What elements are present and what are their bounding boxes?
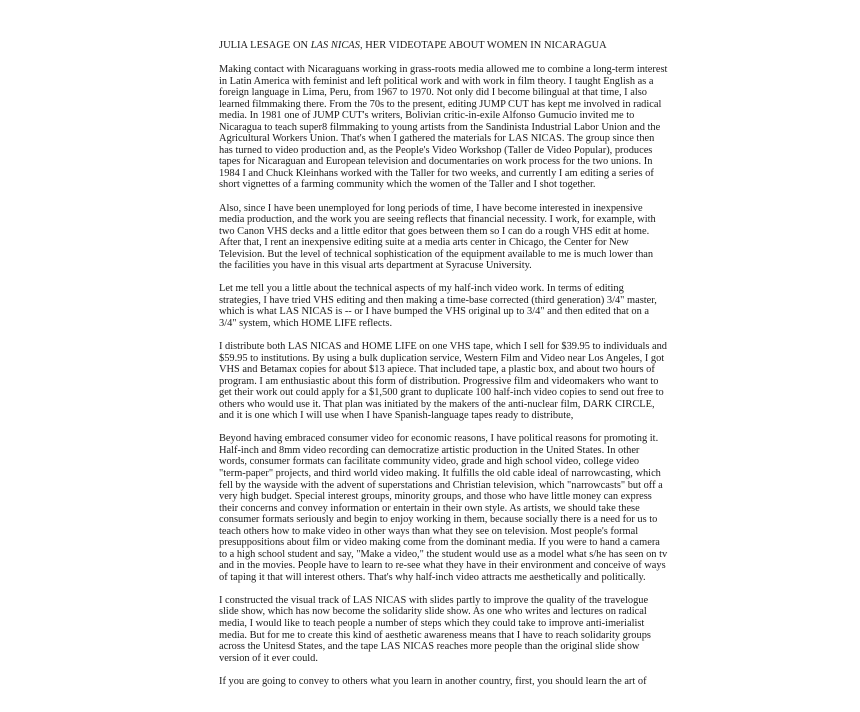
text-line: media. But for me to create this kind of aesthetic awareness means that I have to reach solidarity groups xyxy=(219,629,651,641)
text-line: Nicaragua to teach super8 filmmaking to young artists from the Sandinista Industrial Labor Union and the xyxy=(219,121,661,133)
paragraph xyxy=(219,594,651,664)
text-line: 1984 I and Chuck Kleinhans worked with the Taller for two weeks, and currently I am editing a series of xyxy=(219,167,654,179)
title-prefix: JULIA LESAGE ON xyxy=(219,40,311,51)
text-line: slide show, which has now become the solidarity slide show. As one who writes and lectures on radical xyxy=(219,606,647,618)
text-line: media. In 1981 one of JUMP CUT's writers, Bolivian critic-in-exile Alfonso Gumucio invited me to xyxy=(219,110,635,122)
text-line: Agricultural Workers Union. That's when I gathered the materials for LAS NICAS. The group since then xyxy=(219,133,655,145)
text-line: After that, I rent an inexpensive editing suite at a media arts center in Chicago, the Center for New xyxy=(219,237,629,249)
text-line: two Canon VHS decks and a little editor that goes between them so I can do a rough VHS edit at home. xyxy=(219,225,650,237)
text-line: others who would use it. That plan was initiated by the makers of the anti-nuclear film, DARK CIRCLE, xyxy=(219,398,655,410)
paragraph xyxy=(219,202,656,272)
paragraph xyxy=(219,675,647,688)
text-line: version of it ever could. xyxy=(219,652,318,664)
text-line: media, I would like to teach people a number of steps which they could take to improve anti-imerialist xyxy=(219,618,645,630)
text-line: their concerns and convey information or entertain in their own style. As artists, we should take these xyxy=(219,502,640,514)
text-line: which is what LAS NICAS is -- or I have bumped the VHS original up to 3/4" and then edited that on a xyxy=(219,306,649,318)
text-line: I distribute both LAS NICAS and HOME LIFE on one VHS tape, which I sell for $39.95 to individuals and xyxy=(219,340,668,352)
text-line: Television. But the level of technical sophistication of the equipment available to me is much lower than xyxy=(219,248,654,260)
text-line: in Latin America with feminist and left political work and with work in film theory. I taught English as a xyxy=(219,75,654,87)
text-line: and it is one which I will use when I have Spanish-language tapes ready to distribute, xyxy=(219,410,574,422)
text-line: I constructed the visual track of LAS NICAS with slides partly to improve the quality of the travelogue xyxy=(219,594,649,606)
paragraph xyxy=(219,64,668,191)
paragraph xyxy=(219,340,668,422)
text-line: across the Unitesd States, and the tape LAS NICAS reaches more people than the original slide show xyxy=(219,641,640,653)
text-line: the facilities you have in this visual arts department at Syracuse University. xyxy=(219,260,532,272)
document-body xyxy=(219,64,668,687)
text-line: If you are going to convey to others what you learn in another country, first, you should learn the art of xyxy=(219,675,647,687)
text-line: to a high school student and say, "Make a video," the student would use as a model what s/he has seen on tv xyxy=(219,548,668,560)
text-line: foreign language in Lima, Peru, from 1967 to 1970. Not only did I become bilingual at that time, I also xyxy=(219,87,647,99)
text-line: fell by the wayside with the advent of superstations and Christian television, which "narrowcasts" but off a xyxy=(219,479,663,491)
text-line: learned filmmaking there. From the 70s to the present, editing JUMP CUT has kept me involved in radical xyxy=(219,98,662,110)
document-title xyxy=(219,40,644,52)
text-line: get their work out could apply for a $1,500 grant to duplicate 100 half-inch video copies to send out free to xyxy=(219,387,664,399)
text-line: "term-paper" projects, and third world video making. It fulfills the old cable ideal of narrowcasting, which xyxy=(219,467,661,479)
text-line: tapes for Nicaraguan and European television and documentaries on work process for the two unions. In xyxy=(219,156,653,168)
text-line: teach others how to make video in other ways than what they see on television. Most people's formal xyxy=(219,525,639,537)
text-line: and in the movies. People have to learn to re-see what they have in their environment and conceive of ways xyxy=(219,560,666,572)
text-line: Also, since I have been unemployed for long periods of time, I have become interested in inexpensive xyxy=(219,202,643,214)
text-line: program. I am enthusiastic about this form of distribution. Progressive film and videomakers who want to xyxy=(219,375,659,387)
text-line: has turned to video production and, as the People's Video Workshop (Taller de Video Popular), produces xyxy=(219,144,653,156)
text-line: Making contact with Nicaraguans working in grass-roots media allowed me to combine a long-term interest xyxy=(219,64,668,75)
text-line: presuppositions about film or video making come from the dominant media. If you were to hand a camera xyxy=(219,537,660,549)
text-line: consumer formats seriously and begin to enjoy working in them, because socially there is a need for us to xyxy=(219,514,658,526)
paragraph xyxy=(219,433,668,583)
text-line: Half-inch and 8mm video recording can democratize artistic production in the United States. In other xyxy=(219,444,640,456)
text-line: short vignettes of a farming community which the women of the Taller and I shot together. xyxy=(219,179,596,191)
text-line: VHS and Betamax copies for about $13 apiece. That included tape, a plastic box, and about two hours of xyxy=(219,364,655,376)
text-line: strategies, I have tried VHS editing and then making a time-base corrected (third generation) 3/4" master, xyxy=(219,294,657,306)
title-suffix: , HER VIDEOTAPE ABOUT WOMEN IN NICARAGUA xyxy=(359,40,607,51)
text-line: Beyond having embraced consumer video for economic reasons, I have political reasons for promoting it. xyxy=(219,433,659,445)
paragraph xyxy=(219,283,657,329)
text-line: of taping it that will interest others. That's why half-inch video attracts me aesthetically and politically. xyxy=(219,571,646,583)
text-line: media production, and the work you are seeing reflects that financial necessity. I work, for example, with xyxy=(219,214,656,226)
text-line: very high budget. Special interest groups, minority groups, and those who have little money can express xyxy=(219,491,652,503)
title-italic: LAS NICAS xyxy=(310,40,360,51)
text-line: Let me tell you a little about the technical aspects of my half-inch video work. In terms of editing xyxy=(219,283,624,295)
text-line: 3/4" system, which HOME LIFE reflects. xyxy=(219,317,393,329)
text-line: words, consumer formats can facilitate community video, grade and high school video, college video xyxy=(219,456,640,468)
text-line: $59.95 to institutions. By using a bulk duplication service, Western Film and Video near Los Angeles, I got xyxy=(219,352,665,364)
